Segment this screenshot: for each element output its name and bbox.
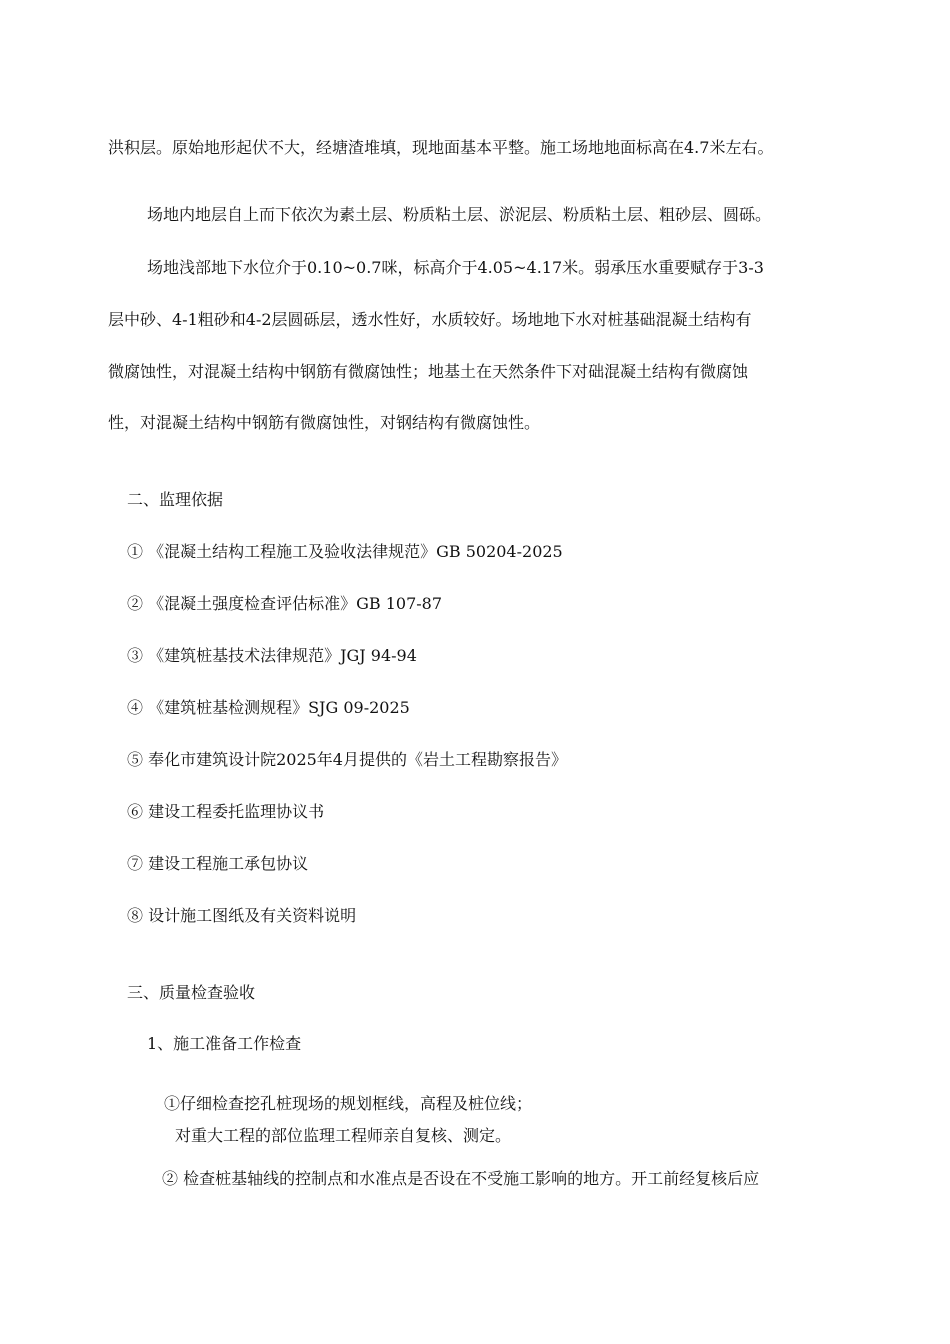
intro-paragraph-3-line-4: 性，对混凝土结构中钢筋有微腐蚀性，对钢结构有微腐蚀性。 — [108, 413, 541, 432]
check-item-2: ② 检查桩基轴线的控制点和水准点是否设在不受施工影响的地方。开工前经复核后应 — [162, 1169, 760, 1188]
check-item-1-line-1: ①仔细检查挖孔桩现场的规划框线，高程及桩位线； — [164, 1094, 533, 1113]
section-2-heading: 二、监理依据 — [127, 490, 224, 509]
basis-item-1: ① 《混凝土结构工程施工及验收法律规范》GB 50204-2025 — [127, 542, 563, 561]
intro-paragraph-3-line-2: 层中砂、4-1粗砂和4-2层圆砾层，透水性好，水质较好。场地地下水对桩基础混凝土结构有 — [108, 310, 752, 329]
basis-item-3: ③ 《建筑桩基技术法律规范》JGJ 94-94 — [127, 646, 417, 665]
intro-paragraph-2: 场地内地层自上而下依次为素土层、粉质粘土层、淤泥层、粉质粘土层、粗砂层、圆砾。 — [147, 205, 772, 224]
basis-item-8: ⑧ 设计施工图纸及有关资料说明 — [127, 906, 357, 925]
check-item-1-line-2: 对重大工程的部位监理工程师亲自复核、测定。 — [175, 1126, 512, 1145]
intro-paragraph-3-line-1: 场地浅部地下水位介于0.10~0.7咪，标高介于4.05~4.17米。弱承压水重要赋存于3-3 — [147, 258, 764, 277]
basis-item-6: ⑥ 建设工程委托监理协议书 — [127, 802, 325, 821]
basis-item-7: ⑦ 建设工程施工承包协议 — [127, 854, 309, 873]
intro-paragraph-3-line-3: 微腐蚀性，对混凝土结构中钢筋有微腐蚀性；地基土在天然条件下对础混凝土结构有微腐蚀 — [108, 362, 749, 381]
intro-paragraph-1: 洪积层。原始地形起伏不大，经塘渣堆填，现地面基本平整。施工场地地面标高在4.7米左右。 — [108, 138, 774, 157]
basis-item-2: ② 《混凝土强度检查评估标准》GB 107-87 — [127, 594, 443, 613]
basis-item-5: ⑤ 奉化市建筑设计院2025年4月提供的《岩土工程勘察报告》 — [127, 750, 567, 769]
basis-item-4: ④ 《建筑桩基检测规程》SJG 09-2025 — [127, 698, 410, 717]
section-3-subheading-1: 1、施工准备工作检查 — [147, 1034, 302, 1053]
section-3-heading: 三、质量检查验收 — [127, 983, 256, 1002]
